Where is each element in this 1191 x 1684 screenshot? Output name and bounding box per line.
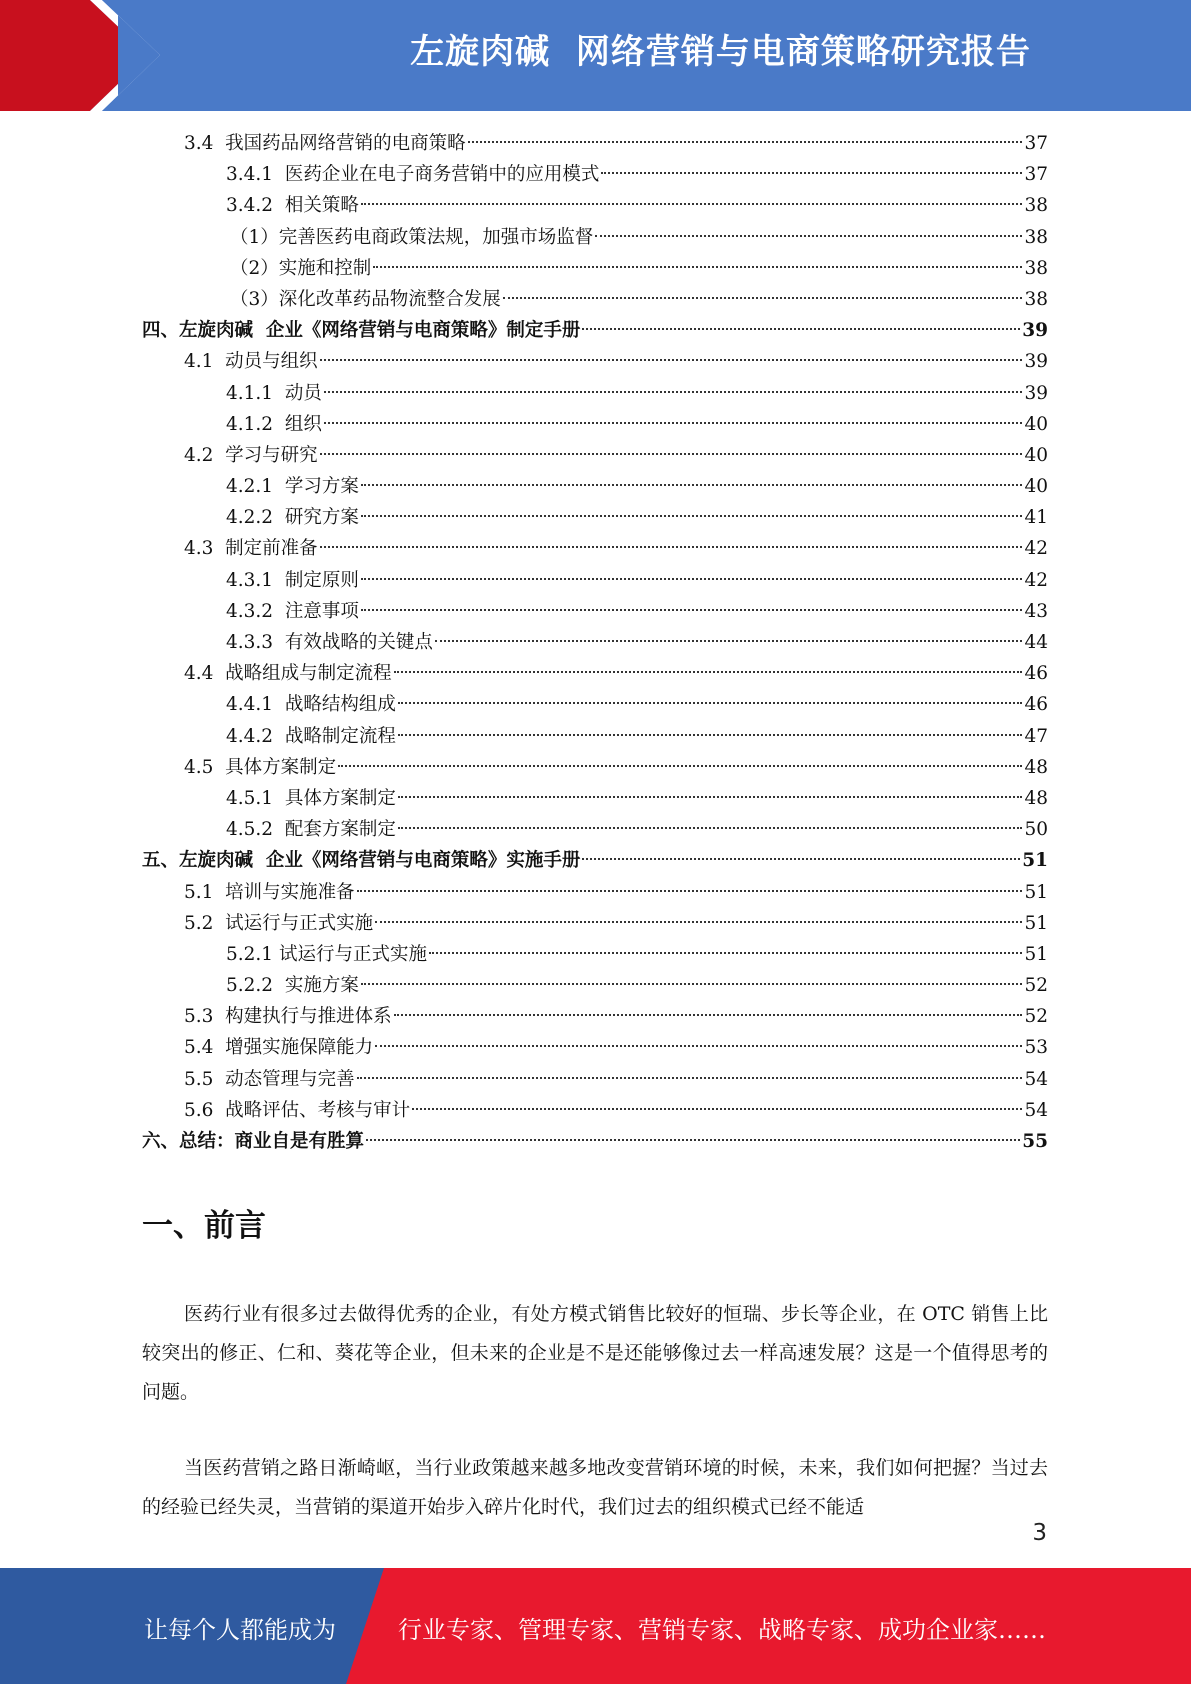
toc-entry[interactable]	[142, 627, 1048, 658]
toc-entry[interactable]	[142, 1064, 1048, 1095]
toc-entry-page: 38	[1024, 288, 1048, 310]
footer-slogan-right: 行业专家、管理专家、营销专家、战略专家、成功企业家……	[398, 1616, 1046, 1644]
table-of-contents	[142, 128, 1048, 1157]
toc-leader-dots	[320, 546, 1023, 548]
toc-entry-page: 53	[1024, 1037, 1048, 1059]
toc-leader-dots	[412, 1108, 1022, 1110]
toc-entry[interactable]	[142, 658, 1048, 689]
toc-leader-dots	[582, 328, 1020, 330]
toc-entry[interactable]	[142, 159, 1048, 190]
toc-entry[interactable]	[142, 814, 1048, 845]
toc-entry-page: 39	[1022, 320, 1048, 342]
toc-leader-dots	[320, 359, 1023, 361]
toc-entry[interactable]	[142, 939, 1048, 970]
toc-entry-label: 四、左旋肉碱 企业《网络营销与电商策略》制定手册	[142, 320, 581, 342]
toc-leader-dots	[429, 952, 1022, 954]
toc-entry-page: 52	[1024, 1006, 1048, 1028]
toc-entry[interactable]	[142, 128, 1048, 159]
toc-entry[interactable]	[142, 877, 1048, 908]
toc-entry[interactable]	[142, 908, 1048, 939]
toc-leader-dots	[435, 640, 1023, 642]
toc-entry[interactable]	[142, 1095, 1048, 1126]
toc-entry-page: 46	[1024, 663, 1048, 685]
toc-entry-label: 3.4.2 相关策略	[226, 195, 359, 217]
toc-entry-page: 51	[1022, 850, 1048, 872]
toc-entry-page: 37	[1024, 133, 1048, 154]
toc-entry-page: 42	[1024, 538, 1048, 560]
toc-leader-dots	[601, 172, 1022, 174]
toc-entry-label: 4.1.1 动员	[226, 382, 322, 404]
toc-entry-page: 50	[1024, 819, 1048, 841]
toc-leader-dots	[361, 203, 1023, 205]
toc-leader-dots	[468, 141, 1023, 143]
toc-leader-dots	[338, 765, 1022, 767]
toc-entry-label: 5.4 增强实施保障能力	[184, 1037, 374, 1059]
toc-entry[interactable]	[142, 378, 1048, 409]
toc-entry[interactable]	[142, 502, 1048, 533]
toc-entry-page: 40	[1024, 444, 1048, 466]
toc-entry[interactable]	[142, 253, 1048, 284]
toc-leader-dots	[324, 422, 1023, 424]
toc-leader-dots	[582, 858, 1020, 860]
toc-entry[interactable]	[142, 1126, 1048, 1157]
toc-entry-page: 52	[1024, 975, 1048, 997]
toc-entry[interactable]	[142, 1001, 1048, 1032]
toc-entry-page: 46	[1024, 694, 1048, 716]
toc-entry-label: 3.4.1 医药企业在电子商务营销中的应用模式	[226, 164, 600, 186]
toc-entry-page: 39	[1024, 382, 1048, 404]
toc-entry-label: 5.6 战略评估、考核与审计	[184, 1099, 411, 1121]
toc-entry-label: 4.3.3 有效战略的关键点	[226, 632, 433, 653]
toc-entry-label: 4.2.2 研究方案	[226, 507, 359, 529]
toc-entry[interactable]	[142, 190, 1048, 221]
toc-entry-page: 51	[1024, 912, 1048, 934]
toc-leader-dots	[398, 734, 1023, 736]
toc-entry-page: 51	[1024, 881, 1048, 903]
toc-entry[interactable]	[142, 346, 1048, 377]
page-footer	[0, 1568, 1191, 1684]
toc-leader-dots	[357, 890, 1023, 892]
toc-leader-dots	[361, 609, 1023, 611]
toc-entry-label: （3）深化改革药品物流整合发展	[230, 288, 501, 310]
toc-entry[interactable]	[142, 471, 1048, 502]
toc-leader-dots	[398, 827, 1023, 829]
page-number: 3	[1032, 1520, 1047, 1546]
toc-entry-label: 4.2 学习与研究	[184, 444, 318, 466]
toc-entry-page: 40	[1024, 476, 1048, 498]
toc-entry[interactable]	[142, 970, 1048, 1001]
toc-entry-label: 4.1 动员与组织	[184, 351, 318, 373]
toc-leader-dots	[375, 921, 1022, 923]
toc-leader-dots	[357, 1077, 1023, 1079]
toc-leader-dots	[394, 671, 1023, 673]
toc-entry[interactable]	[142, 533, 1048, 564]
toc-entry-label: 4.5.1 具体方案制定	[226, 787, 396, 809]
toc-entry-label: 4.3 制定前准备	[184, 538, 318, 560]
toc-leader-dots	[361, 578, 1023, 580]
body-paragraph-1: 医药行业有很多过去做得优秀的企业，有处方模式销售比较好的恒瑞、步长等企业，在 OTC 销售上比较突出的修正、仁和、葵花等企业，但未来的企业是不是还能够像过去一样高速发展？这是一个值得思考的问题。	[142, 1303, 1048, 1403]
toc-entry[interactable]	[142, 409, 1048, 440]
toc-leader-dots	[503, 297, 1023, 299]
toc-entry-label: 4.4.2 战略制定流程	[226, 725, 396, 747]
toc-entry-label: 六、总结：商业自是有胜算	[142, 1131, 365, 1152]
toc-entry-page: 48	[1024, 787, 1048, 809]
toc-entry-label: 4.4.1 战略结构组成	[226, 694, 396, 716]
toc-leader-dots	[361, 484, 1023, 486]
toc-leader-dots	[375, 1045, 1022, 1047]
page-header	[0, 0, 1191, 111]
report-title: 左旋肉碱 网络营销与电商策略研究报告	[410, 32, 1031, 72]
toc-entry-label: 3.4 我国药品网络营销的电商策略	[184, 133, 466, 154]
toc-entry-label: （1）完善医药电商政策法规，加强市场监督	[230, 226, 594, 248]
toc-leader-dots	[320, 453, 1023, 455]
toc-entry[interactable]	[142, 845, 1048, 876]
toc-entry-label: 5.5 动态管理与完善	[184, 1068, 355, 1090]
toc-entry-label: 5.2.2 实施方案	[226, 975, 359, 997]
toc-entry-label: （2）实施和控制	[230, 257, 372, 279]
toc-leader-dots	[366, 1139, 1020, 1141]
toc-entry-page: 44	[1024, 632, 1048, 653]
toc-entry-page: 37	[1024, 164, 1048, 186]
toc-entry-page: 39	[1024, 351, 1048, 373]
toc-leader-dots	[361, 983, 1023, 985]
toc-entry-page: 48	[1024, 756, 1048, 778]
toc-entry-page: 38	[1024, 257, 1048, 279]
toc-entry-page: 43	[1024, 600, 1048, 622]
toc-leader-dots	[324, 391, 1023, 393]
toc-entry-page: 38	[1024, 195, 1048, 217]
toc-entry-page: 51	[1024, 943, 1048, 965]
toc-entry[interactable]	[142, 689, 1048, 720]
toc-entry[interactable]	[142, 783, 1048, 814]
toc-entry-page: 54	[1024, 1099, 1048, 1121]
toc-leader-dots	[398, 796, 1023, 798]
toc-leader-dots	[398, 702, 1023, 704]
toc-entry[interactable]	[142, 596, 1048, 627]
toc-entry-label: 4.3.1 制定原则	[226, 569, 359, 591]
toc-entry[interactable]	[142, 315, 1048, 346]
toc-entry-label: 4.3.2 注意事项	[226, 600, 359, 622]
toc-leader-dots	[361, 515, 1023, 517]
toc-entry[interactable]	[142, 222, 1048, 253]
section-heading: 一、前言	[142, 1208, 266, 1244]
toc-entry[interactable]	[142, 721, 1048, 752]
toc-leader-dots	[373, 266, 1022, 268]
toc-entry-label: 4.1.2 组织	[226, 413, 322, 435]
toc-entry[interactable]	[142, 565, 1048, 596]
toc-entry-label: 4.5 具体方案制定	[184, 756, 337, 778]
toc-entry-page: 55	[1022, 1131, 1048, 1152]
toc-entry-page: 54	[1024, 1068, 1048, 1090]
toc-entry[interactable]	[142, 284, 1048, 315]
toc-entry-label: 5.2 试运行与正式实施	[184, 912, 374, 934]
body-paragraph-2: 当医药营销之路日渐崎岖，当行业政策越来越多地改变营销环境的时候，未来，我们如何把握？当过去的经验已经失灵，当营销的渠道开始步入碎片化时代，我们过去的组织模式已经不能适	[142, 1457, 1048, 1518]
toc-entry-label: 5.1 培训与实施准备	[184, 881, 355, 903]
toc-entry[interactable]	[142, 1032, 1048, 1063]
toc-entry-label: 5.3 构建执行与推进体系	[184, 1006, 392, 1028]
toc-entry-label: 4.2.1 学习方案	[226, 476, 359, 498]
toc-entry-label: 4.4 战略组成与制定流程	[184, 663, 392, 685]
toc-entry-page: 41	[1024, 507, 1048, 529]
toc-entry[interactable]	[142, 440, 1048, 471]
toc-entry-label: 五、左旋肉碱 企业《网络营销与电商策略》实施手册	[142, 850, 581, 872]
toc-entry-page: 42	[1024, 569, 1048, 591]
toc-entry-page: 47	[1024, 725, 1048, 747]
toc-leader-dots	[394, 1014, 1023, 1016]
toc-entry-page: 38	[1024, 226, 1048, 248]
toc-entry-label: 5.2.1 试运行与正式实施	[226, 943, 427, 965]
toc-entry-page: 40	[1024, 413, 1048, 435]
toc-leader-dots	[595, 235, 1022, 237]
toc-entry[interactable]	[142, 752, 1048, 783]
toc-entry-label: 4.5.2 配套方案制定	[226, 819, 396, 841]
footer-slogan-left: 让每个人都能成为	[144, 1616, 336, 1644]
